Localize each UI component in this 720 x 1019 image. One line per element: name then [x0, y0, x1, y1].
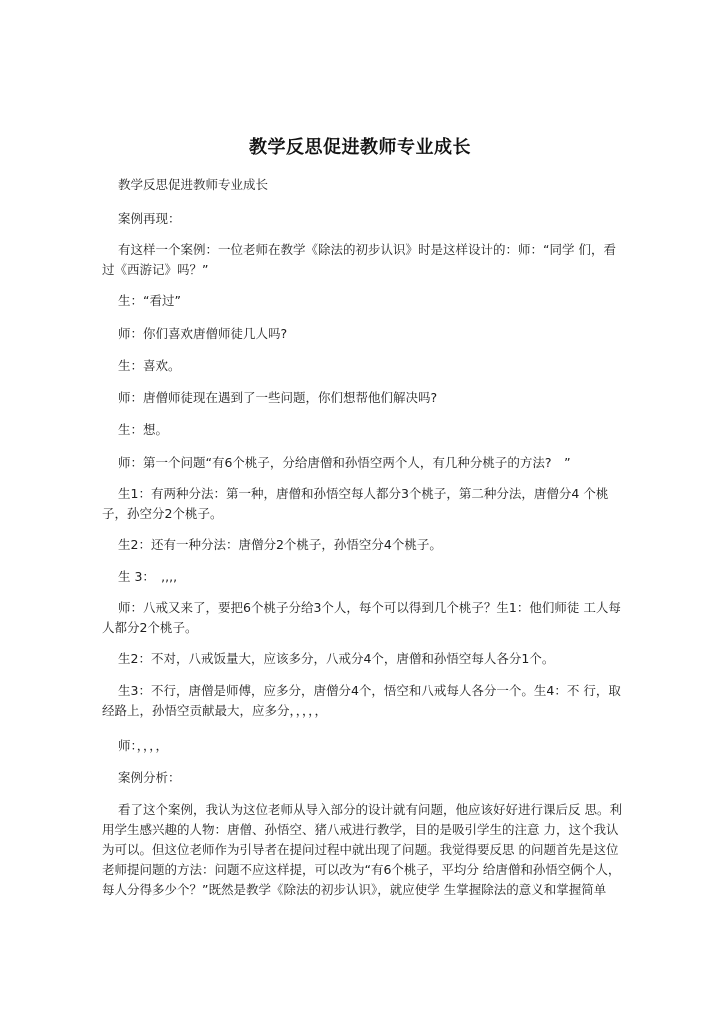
paragraph-dialogue: 生1：有两种分法：第一种，唐僧和孙悟空每人都分3个桃子，第二种分法，唐僧分4 个桃子，孙空分2个桃子。: [102, 486, 609, 521]
paragraph-dialogue: 生：想。: [118, 422, 169, 437]
paragraph-dialogue: 生 3： ,,,,: [118, 569, 178, 584]
paragraph-analysis-heading: 案例分析：: [118, 770, 181, 785]
paragraph-dialogue: 师：八戒又来了，要把6个桃子分给3个人，每个可以得到几个桃子？生1：他们师徒 工人每人都分2个桃子。: [102, 600, 621, 635]
paragraph-dialogue: 生：喜欢。: [118, 358, 181, 373]
paragraph-subtitle: 教学反思促进教师专业成长: [118, 177, 269, 192]
paragraph-dialogue: 师：，，，，: [118, 738, 169, 753]
paragraph-analysis: 看了这个案例，我认为这位老师从导入部分的设计就有问题，他应该好好进行课后反 思。利用学生感兴趣的人物：唐僧、孙悟空、猪八戒进行教学，目的是吸引学生的注意 力，这个我认为可以。但这位老师作为引导者在提问过程中就出现了问题。我觉得要反思 的问题首先是这位老师提问题的方法：问题不应这样提，可以改为“有6个桃子，平均分 给唐僧和孙悟空俩个人，每人分得多少个？”既然是教学《除法的初步认识》，就应使学 生掌握除法的意义和掌握简单: [102, 802, 622, 897]
paragraph-case-intro: 有这样一个案例：一位老师在教学《除法的初步认识》时是这样设计的：师：“同学 们，看过《西游记》吗？”: [102, 242, 616, 277]
page-title: 教学反思促进教师专业成长: [249, 137, 471, 158]
paragraph-dialogue: 生2：还有一种分法：唐僧分2个桃子，孙悟空分4个桃子。: [118, 537, 442, 552]
paragraph-dialogue: 师：你们喜欢唐僧师徒几人吗?: [118, 326, 288, 341]
paragraph-case-heading: 案例再现：: [118, 211, 181, 226]
paragraph-dialogue: 生2：不对，八戒饭量大，应该多分，八戒分4个，唐僧和孙悟空每人各分1个。: [118, 651, 555, 666]
paragraph-dialogue: 生3：不行，唐僧是师傅，应多分，唐僧分4个，悟空和八戒每人各分一个。生4：不 行，取经路上，孙悟空贡献最大，应多分，，，，，: [102, 683, 621, 718]
paragraph-dialogue: 生：“看过”: [118, 293, 181, 308]
paragraph-dialogue: 师：第一个问题“有6个桃子，分给唐僧和孙悟空两个人，有几种分桃子的方法? ”: [118, 455, 571, 470]
paragraph-dialogue: 师：唐僧师徒现在遇到了一些问题，你们想帮他们解决吗?: [118, 390, 438, 405]
